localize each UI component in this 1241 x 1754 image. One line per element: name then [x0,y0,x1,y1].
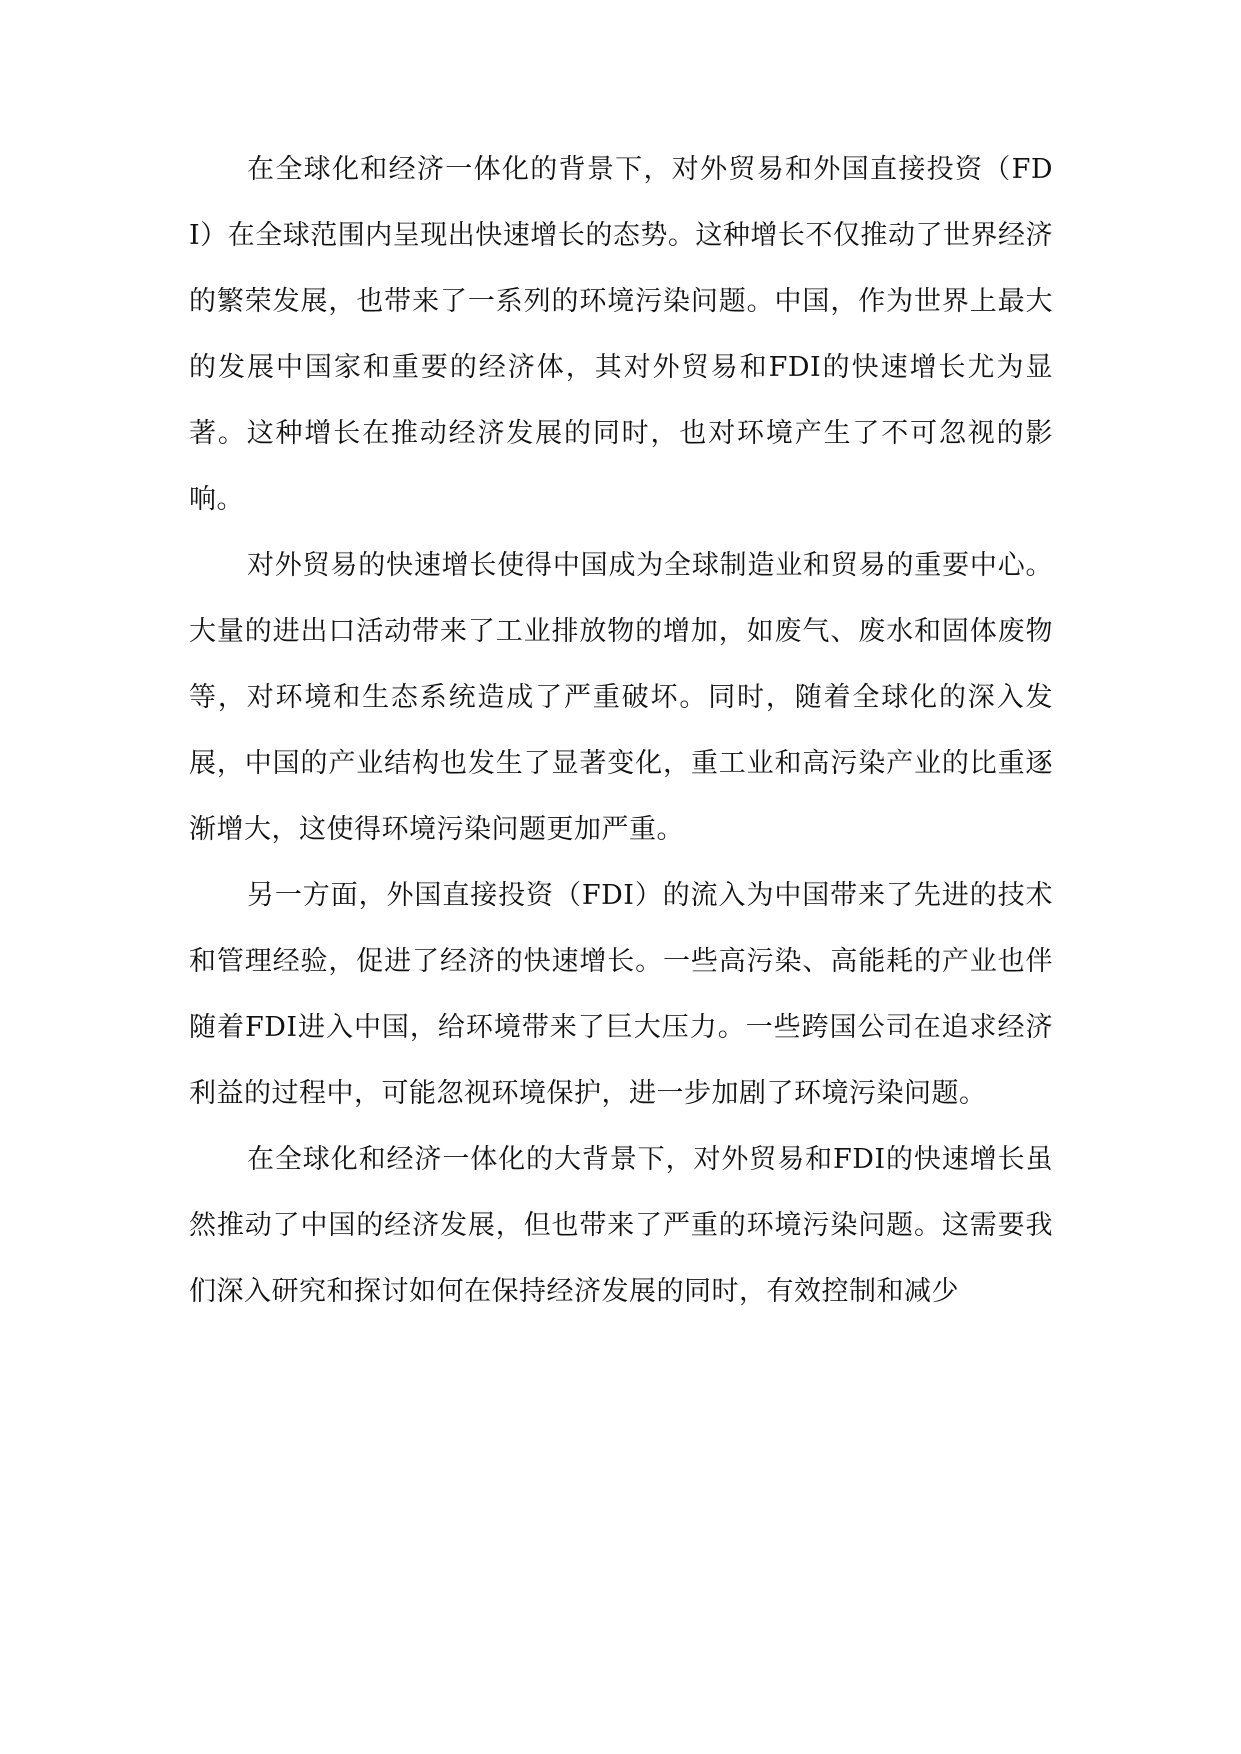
paragraph-2: 对外贸易的快速增长使得中国成为全球制造业和贸易的重要中心。大量的进出口活动带来了工业排放物的增加，如废气、废水和固体废物等，对环境和生态系统造成了严重破坏。同时，随着全球化的深入发展，中国的产业结构也发生了显著变化，重工业和高污染产业的比重逐渐增大，这使得环境污染问题更加严重。 [189,550,1053,845]
paragraph-3: 另一方面，外国直接投资（FDI）的流入为中国带来了先进的技术和管理经验，促进了经济的快速增长。一些高污染、高能耗的产业也伴随着FDI进入中国，给环境带来了巨大压力。一些跨国公司在追求经济利益的过程中，可能忽视环境保护，进一步加剧了环境污染问题。 [189,880,1053,1109]
paragraph-1: 在全球化和经济一体化的背景下，对外贸易和外国直接投资（FDI）在全球范围内呈现出快速增长的态势。这种增长不仅推动了世界经济的繁荣发展，也带来了一系列的环境污染问题。中国，作为世界上最大的发展中国家和重要的经济体，其对外贸易和FDI的快速增长尤为显著。这种增长在推动经济发展的同时，也对环境产生了不可忽视的影响。 [189,154,1053,515]
paragraph-4: 在全球化和经济一体化的大背景下，对外贸易和FDI的快速增长虽然推动了中国的经济发展，但也带来了严重的环境污染问题。这需要我们深入研究和探讨如何在保持经济发展的同时，有效控制和减少 [189,1144,1053,1307]
document-body [189,137,1053,1325]
